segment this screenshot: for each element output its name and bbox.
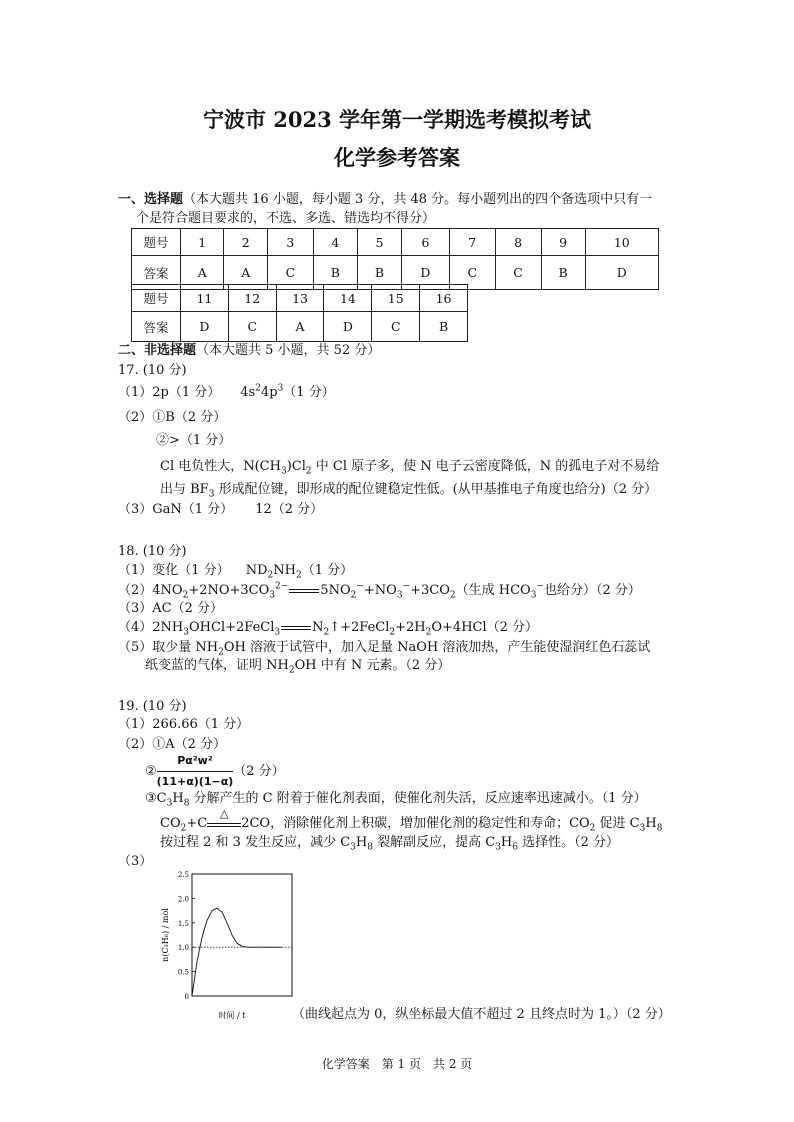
question-number-cell: 5: [357, 229, 401, 256]
x-axis-label: 时间 / t: [218, 1011, 246, 1020]
question-number-cell: 1: [181, 229, 224, 256]
section2-title: [118, 342, 380, 360]
q19-line7: （3）: [118, 854, 153, 869]
question-number-cell: 2: [224, 229, 267, 256]
q17-1d: （1 分）: [283, 385, 335, 400]
question-number-cell: 11: [181, 285, 229, 312]
section2-heading: 二、非选择题: [118, 343, 197, 358]
q19-line5: [160, 807, 663, 834]
answer-cell: B: [313, 256, 357, 290]
q18-line1: [118, 562, 353, 580]
q17-1a: （1）2p（1 分）: [118, 385, 221, 400]
sup: 3: [277, 383, 284, 394]
fraction: [157, 752, 234, 791]
sub: 3: [208, 489, 215, 500]
answer-cell: C: [267, 256, 313, 290]
t: 出与 BF: [160, 482, 209, 497]
heat-icon: △: [219, 807, 229, 820]
t: 促进 C: [595, 816, 640, 831]
y-tick-label: 1.5: [177, 919, 189, 928]
sup: −: [402, 581, 411, 592]
t: 5NO: [320, 583, 351, 598]
fraction-numerator: Pα²w²: [157, 752, 234, 772]
answer-cell: A: [181, 256, 224, 290]
sup: 2−: [275, 581, 289, 592]
t: +3CO: [410, 583, 450, 598]
t: +2H: [395, 620, 426, 635]
q18-line2: [118, 582, 641, 600]
q17-head: 17. (10 分): [118, 363, 187, 378]
sub: 2: [350, 590, 357, 601]
section1-desc-line2: 个是符合题目要求的，不选、多选、错选均不得分）: [136, 211, 436, 226]
section1-heading: 一、选择题: [118, 192, 184, 207]
sub: 2: [449, 590, 456, 601]
equal-sign: [289, 589, 319, 593]
y-tick-label: 2.5: [177, 871, 189, 879]
sub: 3: [350, 842, 356, 853]
q19-line6: [160, 834, 619, 852]
t: 中 Cl 原子多，使 N 电子云密度降低，N 的孤电子对不易给: [311, 459, 660, 474]
t: 12（2 分）: [255, 502, 324, 517]
sub: 2: [425, 627, 432, 638]
t: 纸变蓝的气体，证明 NH: [145, 658, 289, 673]
answer-table-1: [131, 228, 659, 290]
t: （3）GaN（1 分）: [118, 502, 234, 517]
t: H: [500, 835, 513, 850]
t: OH 溶液于试管中，加入足量 NaOH 溶液加热，产生能使湿润红色石蕊试: [223, 640, 651, 655]
q17-line4: [160, 458, 659, 476]
t: N: [312, 620, 324, 635]
plot-frame: [192, 874, 292, 996]
q18-line4: [118, 619, 538, 637]
answer-cell: D: [324, 312, 372, 342]
sub: 2: [182, 590, 189, 601]
q19-head: 19. (10 分): [118, 699, 187, 714]
t: +NO: [363, 583, 397, 598]
sub: 2: [218, 647, 224, 658]
q19-line1: （1）266.66（1 分）: [118, 717, 250, 732]
t: ND: [245, 563, 268, 578]
sub: 3: [280, 466, 287, 477]
question-number-cell: 6: [402, 229, 450, 256]
sub: 3: [530, 590, 537, 601]
t: ②: [145, 764, 157, 779]
t: H: [172, 791, 184, 806]
t: 形成配位键，即形成的配位键稳定性低。(从甲基推电子角度也给分)（2 分）: [214, 482, 658, 497]
answer-cell: C: [372, 312, 420, 342]
sub: 8: [183, 798, 190, 809]
question-number-cell: 12: [228, 285, 276, 312]
q17-1c: 4p: [260, 385, 278, 400]
q17-line1: [118, 384, 335, 402]
t: OH 中有 N 元素。（2 分）: [294, 658, 451, 673]
answer-cell: D: [585, 256, 658, 290]
question-number-cell: 4: [313, 229, 357, 256]
t: CO: [160, 816, 181, 831]
q19-line3: [145, 752, 285, 791]
y-tick-label: 2.0: [177, 895, 189, 904]
answer-cell: D: [181, 312, 229, 342]
t: 分解产生的 C 附着于催化剂表面，使催化剂失活，反应速率迅速减小。（1 分）: [189, 791, 647, 806]
section2-desc: （本大题共 5 小题，共 52 分）: [196, 343, 381, 358]
t: +C: [186, 816, 208, 831]
q17-line6: [118, 501, 323, 519]
section1-desc: （本大题共 16 小题，每小题 3 分，共 48 分。每小题列出的四个备选项中只有一: [183, 192, 653, 207]
sub: 8: [656, 823, 663, 834]
t: O+4HCl（2 分）: [431, 620, 539, 635]
footer-page-info: 化学答案 第 1 页 共 2 页: [321, 1057, 473, 1071]
answer-cell: B: [420, 312, 468, 342]
answer-cell: B: [541, 256, 585, 290]
sup: 2: [255, 383, 261, 394]
page-subtitle: 化学参考答案: [334, 145, 460, 170]
sub: 2: [389, 627, 396, 638]
answer-cell: C: [495, 256, 541, 290]
t: （1 分）: [301, 563, 354, 578]
double-line: [207, 823, 241, 827]
answer-row: [132, 312, 468, 342]
heat-equal-sign: [207, 807, 241, 827]
sub: 3: [166, 798, 173, 809]
question-number-cell: 16: [420, 285, 468, 312]
sub: 3: [274, 627, 281, 638]
sub: 2: [180, 823, 187, 834]
sub: 2: [305, 466, 312, 477]
sub: 6: [512, 842, 518, 853]
t: 2CO，消除催化剂上积碳，增加催化剂的稳定性和寿命；CO: [241, 816, 590, 831]
q18-line3: （3）AC（2 分）: [118, 601, 224, 616]
question-number-cell: 3: [267, 229, 313, 256]
row-label-question: 题号: [132, 285, 181, 312]
q17-line5: [160, 481, 657, 499]
section1-desc-line1: [118, 191, 652, 209]
c3h6-amount-chart: [150, 860, 300, 1020]
t: )Cl: [286, 459, 306, 474]
t: ③C: [145, 791, 167, 806]
sub: 3: [396, 590, 403, 601]
t: （2）4NO: [118, 583, 183, 598]
t: （5）取少量 NH: [118, 640, 219, 655]
q17-line3: ②>（1 分）: [156, 433, 232, 448]
t: H: [355, 835, 368, 850]
answer-cell: A: [276, 312, 324, 342]
y-tick-label: 0.5: [177, 968, 189, 977]
t: OHCl+2FeCl: [189, 620, 275, 635]
q18-line6: [145, 657, 450, 675]
answer-table-2: [131, 284, 468, 342]
question-number-cell: 13: [276, 285, 324, 312]
q19-line2: （2）①A（2 分）: [118, 737, 227, 752]
sub: 2: [288, 665, 295, 676]
t: （2 分）: [233, 764, 285, 779]
equal-sign: [281, 626, 311, 630]
y-tick-label: 1.0: [177, 944, 189, 953]
sup: −: [536, 581, 544, 592]
answer-cell: C: [449, 256, 495, 290]
sub: 2: [323, 627, 330, 638]
sub: 3: [269, 590, 276, 601]
sub: 8: [367, 842, 373, 853]
question-number-row: [132, 229, 659, 256]
answer-cell: C: [228, 312, 276, 342]
t: 选择性。（2 分）: [518, 835, 620, 850]
data-curve: [192, 908, 282, 996]
q18-head: 18. (10 分): [118, 544, 187, 559]
sub: 3: [495, 842, 501, 853]
row-label-answer: 答案: [132, 312, 181, 342]
graph-note: （曲线起点为 0，纵坐标最大值不超过 2 且终点时为 1。）（2 分）: [292, 1007, 671, 1022]
fraction-denominator: (11+α)(1−α): [156, 775, 234, 788]
t: +2NO+3CO: [188, 583, 270, 598]
question-number-cell: 14: [324, 285, 372, 312]
page-title: 宁波市 2023 学年第一学期选考模拟考试: [202, 107, 592, 132]
answer-cell: B: [357, 256, 401, 290]
answer-cell: A: [224, 256, 267, 290]
question-number-cell: 9: [541, 229, 585, 256]
t: NH: [273, 563, 296, 578]
question-number-cell: 10: [585, 229, 658, 256]
t: 按过程 2 和 3 发生反应，减少 C: [160, 835, 351, 850]
question-number-cell: 8: [495, 229, 541, 256]
row-label-answer: 答案: [132, 256, 181, 290]
answer-cell: D: [402, 256, 450, 290]
sub: 2: [267, 570, 274, 581]
question-number-cell: 7: [449, 229, 495, 256]
sub: 3: [639, 823, 646, 834]
y-tick-label: 0: [184, 993, 189, 1001]
q18-line5: [118, 639, 650, 657]
t: （4）2NH: [118, 620, 184, 635]
t: H: [645, 816, 657, 831]
sub: 2: [589, 823, 596, 834]
t: 也给分）（2 分）: [543, 583, 641, 598]
t: Cl 电负性大，N(CH: [160, 459, 281, 474]
sup: −: [356, 581, 364, 592]
t: ↑+2FeCl: [329, 620, 390, 635]
t: （生成 HCO: [455, 583, 531, 598]
t: 裂解副反应，提高 C: [372, 835, 496, 850]
q17-1b: 4s: [240, 385, 256, 400]
y-axis-label: n(C₃H₆) / mol: [161, 908, 170, 962]
t: （1）变化（1 分）: [118, 563, 230, 578]
row-label-question: 题号: [132, 229, 181, 256]
question-number-row: [132, 285, 468, 312]
q17-line2: （2）①B（2 分）: [118, 410, 227, 425]
sub: 3: [183, 627, 189, 638]
question-number-cell: 15: [372, 285, 420, 312]
sub: 2: [295, 570, 302, 581]
